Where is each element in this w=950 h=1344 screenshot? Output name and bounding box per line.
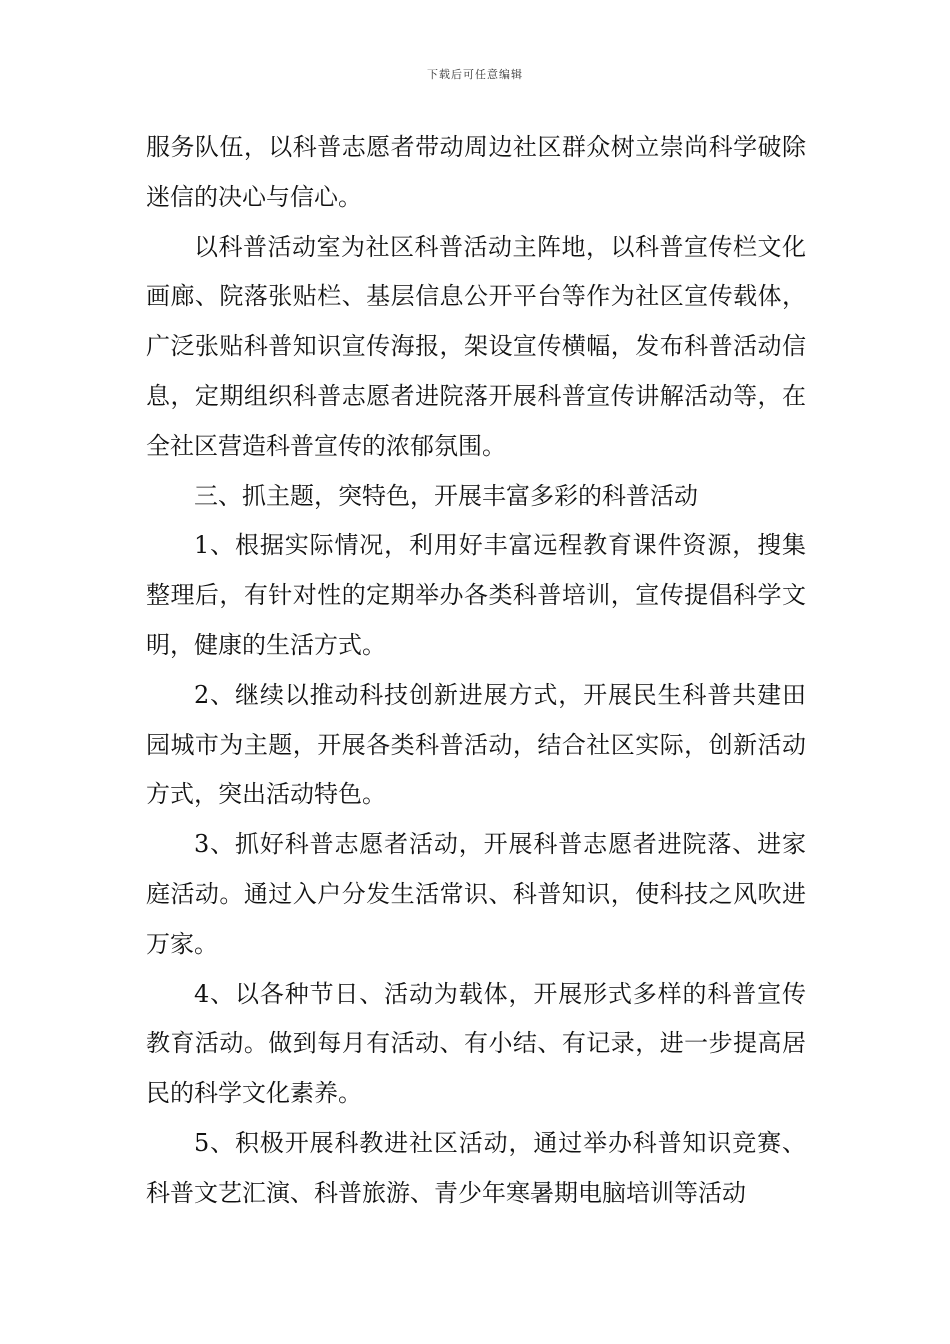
- list-item-3: 3、抓好科普志愿者活动，开展科普志愿者进院落、进家庭活动。通过入户分发生活常识、科普知识，使科技之风吹进万家。: [146, 830, 806, 958]
- document-body: [146, 123, 806, 1219]
- paragraph-2: 以科普活动室为社区科普活动主阵地，以科普宣传栏文化画廊、院落张贴栏、基层信息公开平台等作为社区宣传载体，广泛张贴科普知识宣传海报，架设宣传横幅，发布科普活动信息，定期组织科普志愿者进院落开展科普宣传讲解活动等，在全社区营造科普宣传的浓郁氛围。: [146, 232, 806, 460]
- paragraph-1: 服务队伍，以科普志愿者带动周边社区群众树立崇尚科学破除迷信的决心与信心。: [146, 133, 806, 211]
- list-item-4: 4、以各种节日、活动为载体，开展形式多样的科普宣传教育活动。做到每月有活动、有小结、有记录，进一步提高居民的科学文化素养。: [146, 979, 806, 1108]
- list-item-1: 1、根据实际情况，利用好丰富远程教育课件资源，搜集整理后，有针对性的定期举办各类科普培训，宣传提倡科学文明，健康的生活方式。: [146, 531, 806, 659]
- page-header: 下载后可任意编辑: [427, 68, 523, 81]
- section-heading-3: 三、抓主题，突特色，开展丰富多彩的科普活动: [194, 481, 698, 510]
- list-item-2: 2、继续以推动科技创新进展方式，开展民生科普共建田园城市为主题，开展各类科普活动，结合社区实际，创新活动方式，突出活动特色。: [146, 680, 806, 809]
- list-item-5: 5、积极开展科教进社区活动，通过举办科普知识竞赛、科普文艺汇演、科普旅游、青少年寒暑期电脑培训等活动: [146, 1128, 806, 1207]
